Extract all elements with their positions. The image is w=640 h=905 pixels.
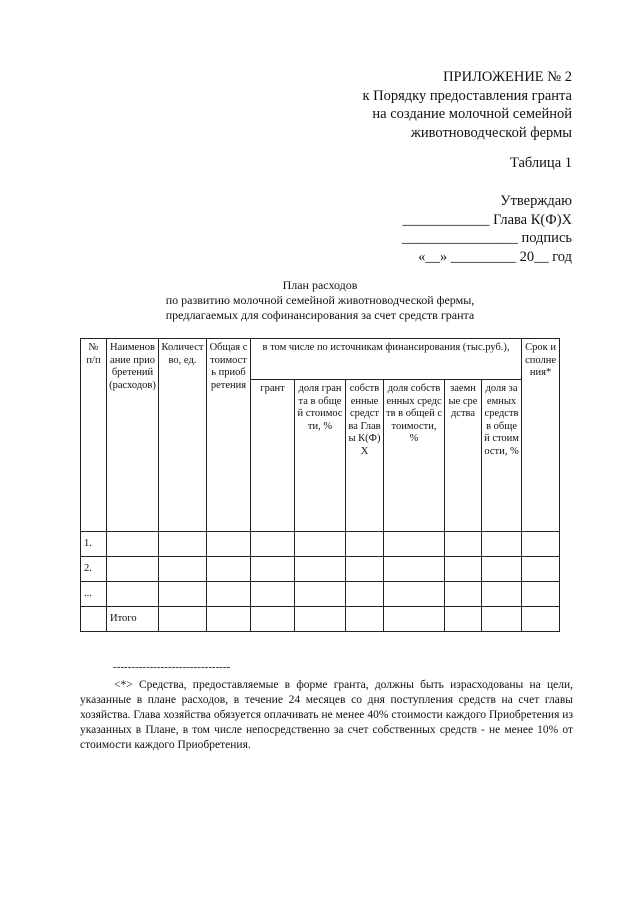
row-cell (207, 582, 251, 607)
row-cell (295, 532, 346, 557)
row-cell (482, 607, 522, 632)
row-total-label: Итого (107, 607, 159, 632)
header-sources: в том числе по источникам финансирования (тыс.руб.), (251, 339, 522, 380)
row-cell (482, 532, 522, 557)
footnote-text: <*> Средства, предоставляемые в форме гранта, должны быть израсходованы на цели, указанные в плане расходов, в течение 24 месяцев со дня поступления средств на счет главы хозяйства. Глава хозяйства обязуется оплачивать не менее 40% стоимости каждого Приобретения из указанных в Плане, в том числе непосредственно за счет собственных средств - не менее 10% от стоимости каждого Приобретения. (80, 679, 573, 751)
row-cell (522, 582, 560, 607)
row-cell (251, 582, 295, 607)
header-qty: Количество, ед. (159, 339, 207, 532)
row-cell (159, 532, 207, 557)
row-num: 1. (81, 532, 107, 557)
plan-title-line-2: по развитию молочной семейной животноводческой фермы, (165, 293, 475, 307)
header-num: № п/п (81, 339, 107, 532)
row-cell (251, 557, 295, 582)
row-cell (445, 582, 482, 607)
row-cell (522, 532, 560, 557)
row-num (81, 607, 107, 632)
table-row-total (81, 607, 560, 632)
row-cell (384, 582, 445, 607)
row-cell (522, 557, 560, 582)
row-cell (522, 607, 560, 632)
row-cell (482, 557, 522, 582)
approval-date-line: «__» _________ 20__ год (418, 248, 572, 265)
row-cell (384, 532, 445, 557)
row-name (107, 532, 159, 557)
header-own: собственные средства Главы К(Ф)Х (346, 380, 384, 532)
row-cell (346, 582, 384, 607)
header-own-share: доля собственных средств в общей стоимости, % (384, 380, 445, 532)
row-cell (295, 557, 346, 582)
row-cell (346, 557, 384, 582)
appendix-line-3: на создание молочной семейной (372, 106, 572, 122)
approval-title: Утверждаю (500, 193, 572, 209)
header-row-1 (81, 339, 560, 380)
appendix-header (272, 68, 572, 142)
row-cell (207, 532, 251, 557)
row-cell (159, 582, 207, 607)
approval-signature-line: ________________ подпись (401, 230, 572, 246)
plan-title-line-3: предлагаемых для софинансирования за счет средств гранта (165, 308, 475, 322)
header-loan: заемные средства (445, 380, 482, 532)
expenses-table (80, 338, 560, 632)
row-cell (251, 607, 295, 632)
row-cell (346, 532, 384, 557)
row-cell (295, 582, 346, 607)
row-cell (482, 582, 522, 607)
row-cell (346, 607, 384, 632)
plan-title-line-1: План расходов (282, 278, 358, 292)
row-cell (445, 532, 482, 557)
appendix-line-4: животноводческой фермы (410, 124, 572, 141)
table-label: Таблица 1 (509, 155, 572, 171)
row-name (107, 582, 159, 607)
row-name (107, 557, 159, 582)
row-num: 2. (81, 557, 107, 582)
row-cell (159, 607, 207, 632)
header-grant-share: доля гранта в общей стоимости, % (295, 380, 346, 532)
plan-title (60, 278, 580, 323)
header-total: Общая стоимость приобретения (207, 339, 251, 532)
header-name: Наименование приобретений (расходов) (107, 339, 159, 532)
appendix-title: ПРИЛОЖЕНИЕ № 2 (443, 69, 572, 85)
row-cell (207, 607, 251, 632)
appendix-line-2: к Порядку предоставления гранта (362, 87, 572, 104)
row-cell (384, 607, 445, 632)
table-row (81, 532, 560, 557)
table-row (81, 557, 560, 582)
row-cell (159, 557, 207, 582)
row-cell (207, 557, 251, 582)
row-cell (251, 532, 295, 557)
approval-block (252, 192, 572, 266)
row-cell (445, 607, 482, 632)
row-cell (445, 557, 482, 582)
table-row (81, 582, 560, 607)
header-term: Срок исполнения* (522, 339, 560, 532)
footnote-separator: -------------------------------- (113, 661, 231, 673)
row-cell (295, 607, 346, 632)
header-grant: грант (251, 380, 295, 532)
approval-head-line: ____________ Глава К(Ф)Х (402, 211, 572, 228)
row-num: ... (81, 582, 107, 607)
header-loan-share: доля заемных средств в общей стоимости, % (482, 380, 522, 532)
row-cell (384, 557, 445, 582)
